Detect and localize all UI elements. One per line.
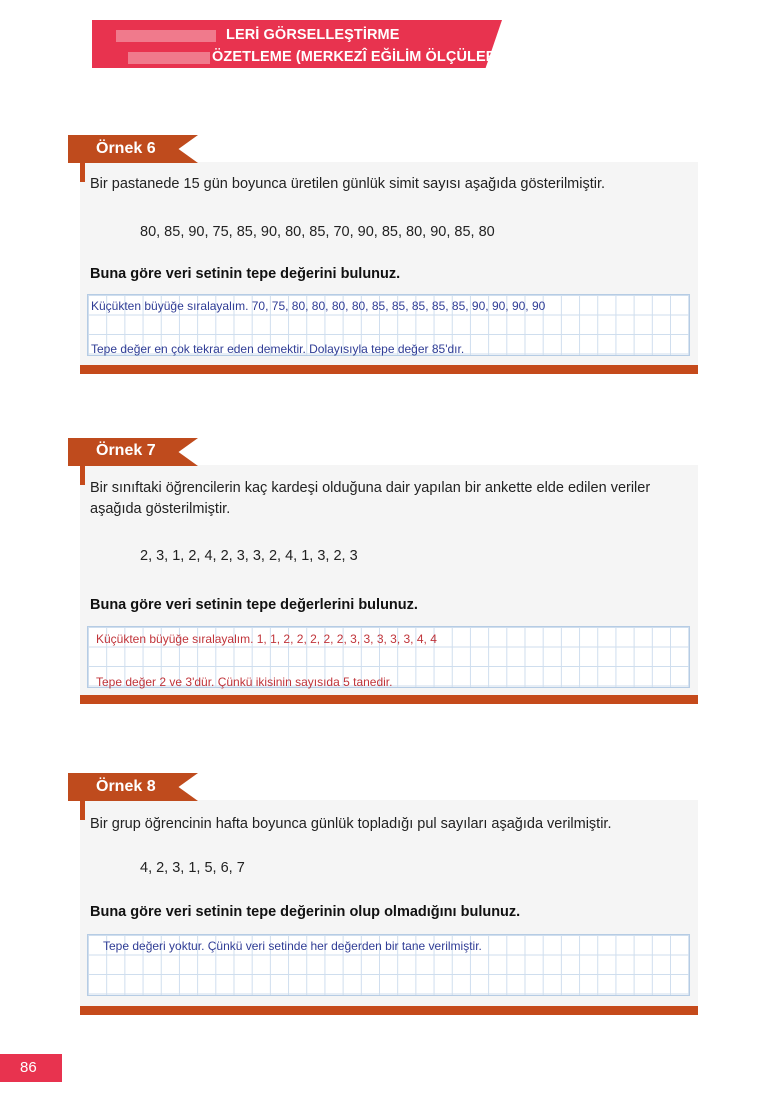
example-7-data: 2, 3, 1, 2, 4, 2, 3, 3, 2, 4, 1, 3, 2, 3 bbox=[140, 548, 358, 564]
example-7-bottom-bar bbox=[80, 695, 698, 704]
example-8-question: Bir grup öğrencinin hafta boyunca günlük topladığı pul sayıları aşağıda verilmiştir. bbox=[90, 816, 612, 832]
example-6-prompt: Buna göre veri setinin tepe değerini bulunuz. bbox=[90, 266, 401, 282]
example-8-data: 4, 2, 3, 1, 5, 6, 7 bbox=[140, 860, 245, 876]
example-6-data: 80, 85, 90, 75, 85, 90, 80, 85, 70, 90, 85, 80, 90, 85, 80 bbox=[140, 224, 495, 240]
example-7-label: Örnek 7 bbox=[96, 442, 156, 459]
example-7-tab-stripe bbox=[80, 465, 85, 485]
example-8-answer-line-1: Tepe değeri yoktur. Çünkü veri setinde her değerden bir tane verilmiştir. bbox=[103, 939, 482, 953]
chapter-title-line-2: ÖZETLEME (MERKEZÎ EĞİLİM ÖLÇÜLERİ) bbox=[212, 49, 506, 65]
example-8-prompt: Buna göre veri setinin tepe değerinin olup olmadığını bulunuz. bbox=[90, 904, 521, 920]
chapter-title-line-1: LERİ GÖRSELLEŞTİRME bbox=[226, 27, 400, 43]
example-6-label: Örnek 6 bbox=[96, 140, 156, 157]
example-6-tab-stripe bbox=[80, 162, 85, 182]
example-8-label: Örnek 8 bbox=[96, 778, 156, 795]
example-8-tab-stripe bbox=[80, 800, 85, 820]
example-6-bottom-bar bbox=[80, 365, 698, 374]
example-7-answer-line-1: Küçükten büyüğe sıralayalım. 1, 1, 2, 2, 2, 2, 2, 3, 3, 3, 3, 3, 4, 4 bbox=[96, 632, 437, 646]
example-7-answer-line-2: Tepe değer 2 ve 3'dür. Çünkü ikisinin sayısıda 5 tanedir. bbox=[96, 675, 393, 689]
example-7-prompt: Buna göre veri setinin tepe değerlerini bulunuz. bbox=[90, 597, 418, 613]
page-number: 86 bbox=[20, 1059, 37, 1076]
example-7-question: Bir sınıftaki öğrencilerin kaç kardeşi olduğuna dair yapılan bir ankette elde edilen veriler aşağıda gösterilmiştir. bbox=[90, 480, 651, 517]
example-6-question: Bir pastanede 15 gün boyunca üretilen günlük simit sayısı aşağıda gösterilmiştir. bbox=[90, 176, 606, 192]
example-6-answer-line-2: Tepe değer en çok tekrar eden demektir. Dolayısıyla tepe değer 85'dır. bbox=[91, 342, 465, 356]
chapter-code-mark bbox=[128, 52, 210, 64]
chapter-code-mark bbox=[116, 30, 216, 42]
example-6-answer-line-1: Küçükten büyüğe sıralayalım. 70, 75, 80, 80, 80, 80, 85, 85, 85, 85, 85, 90, 90, 90, 90 bbox=[91, 299, 546, 313]
example-8-bottom-bar bbox=[80, 1006, 698, 1015]
